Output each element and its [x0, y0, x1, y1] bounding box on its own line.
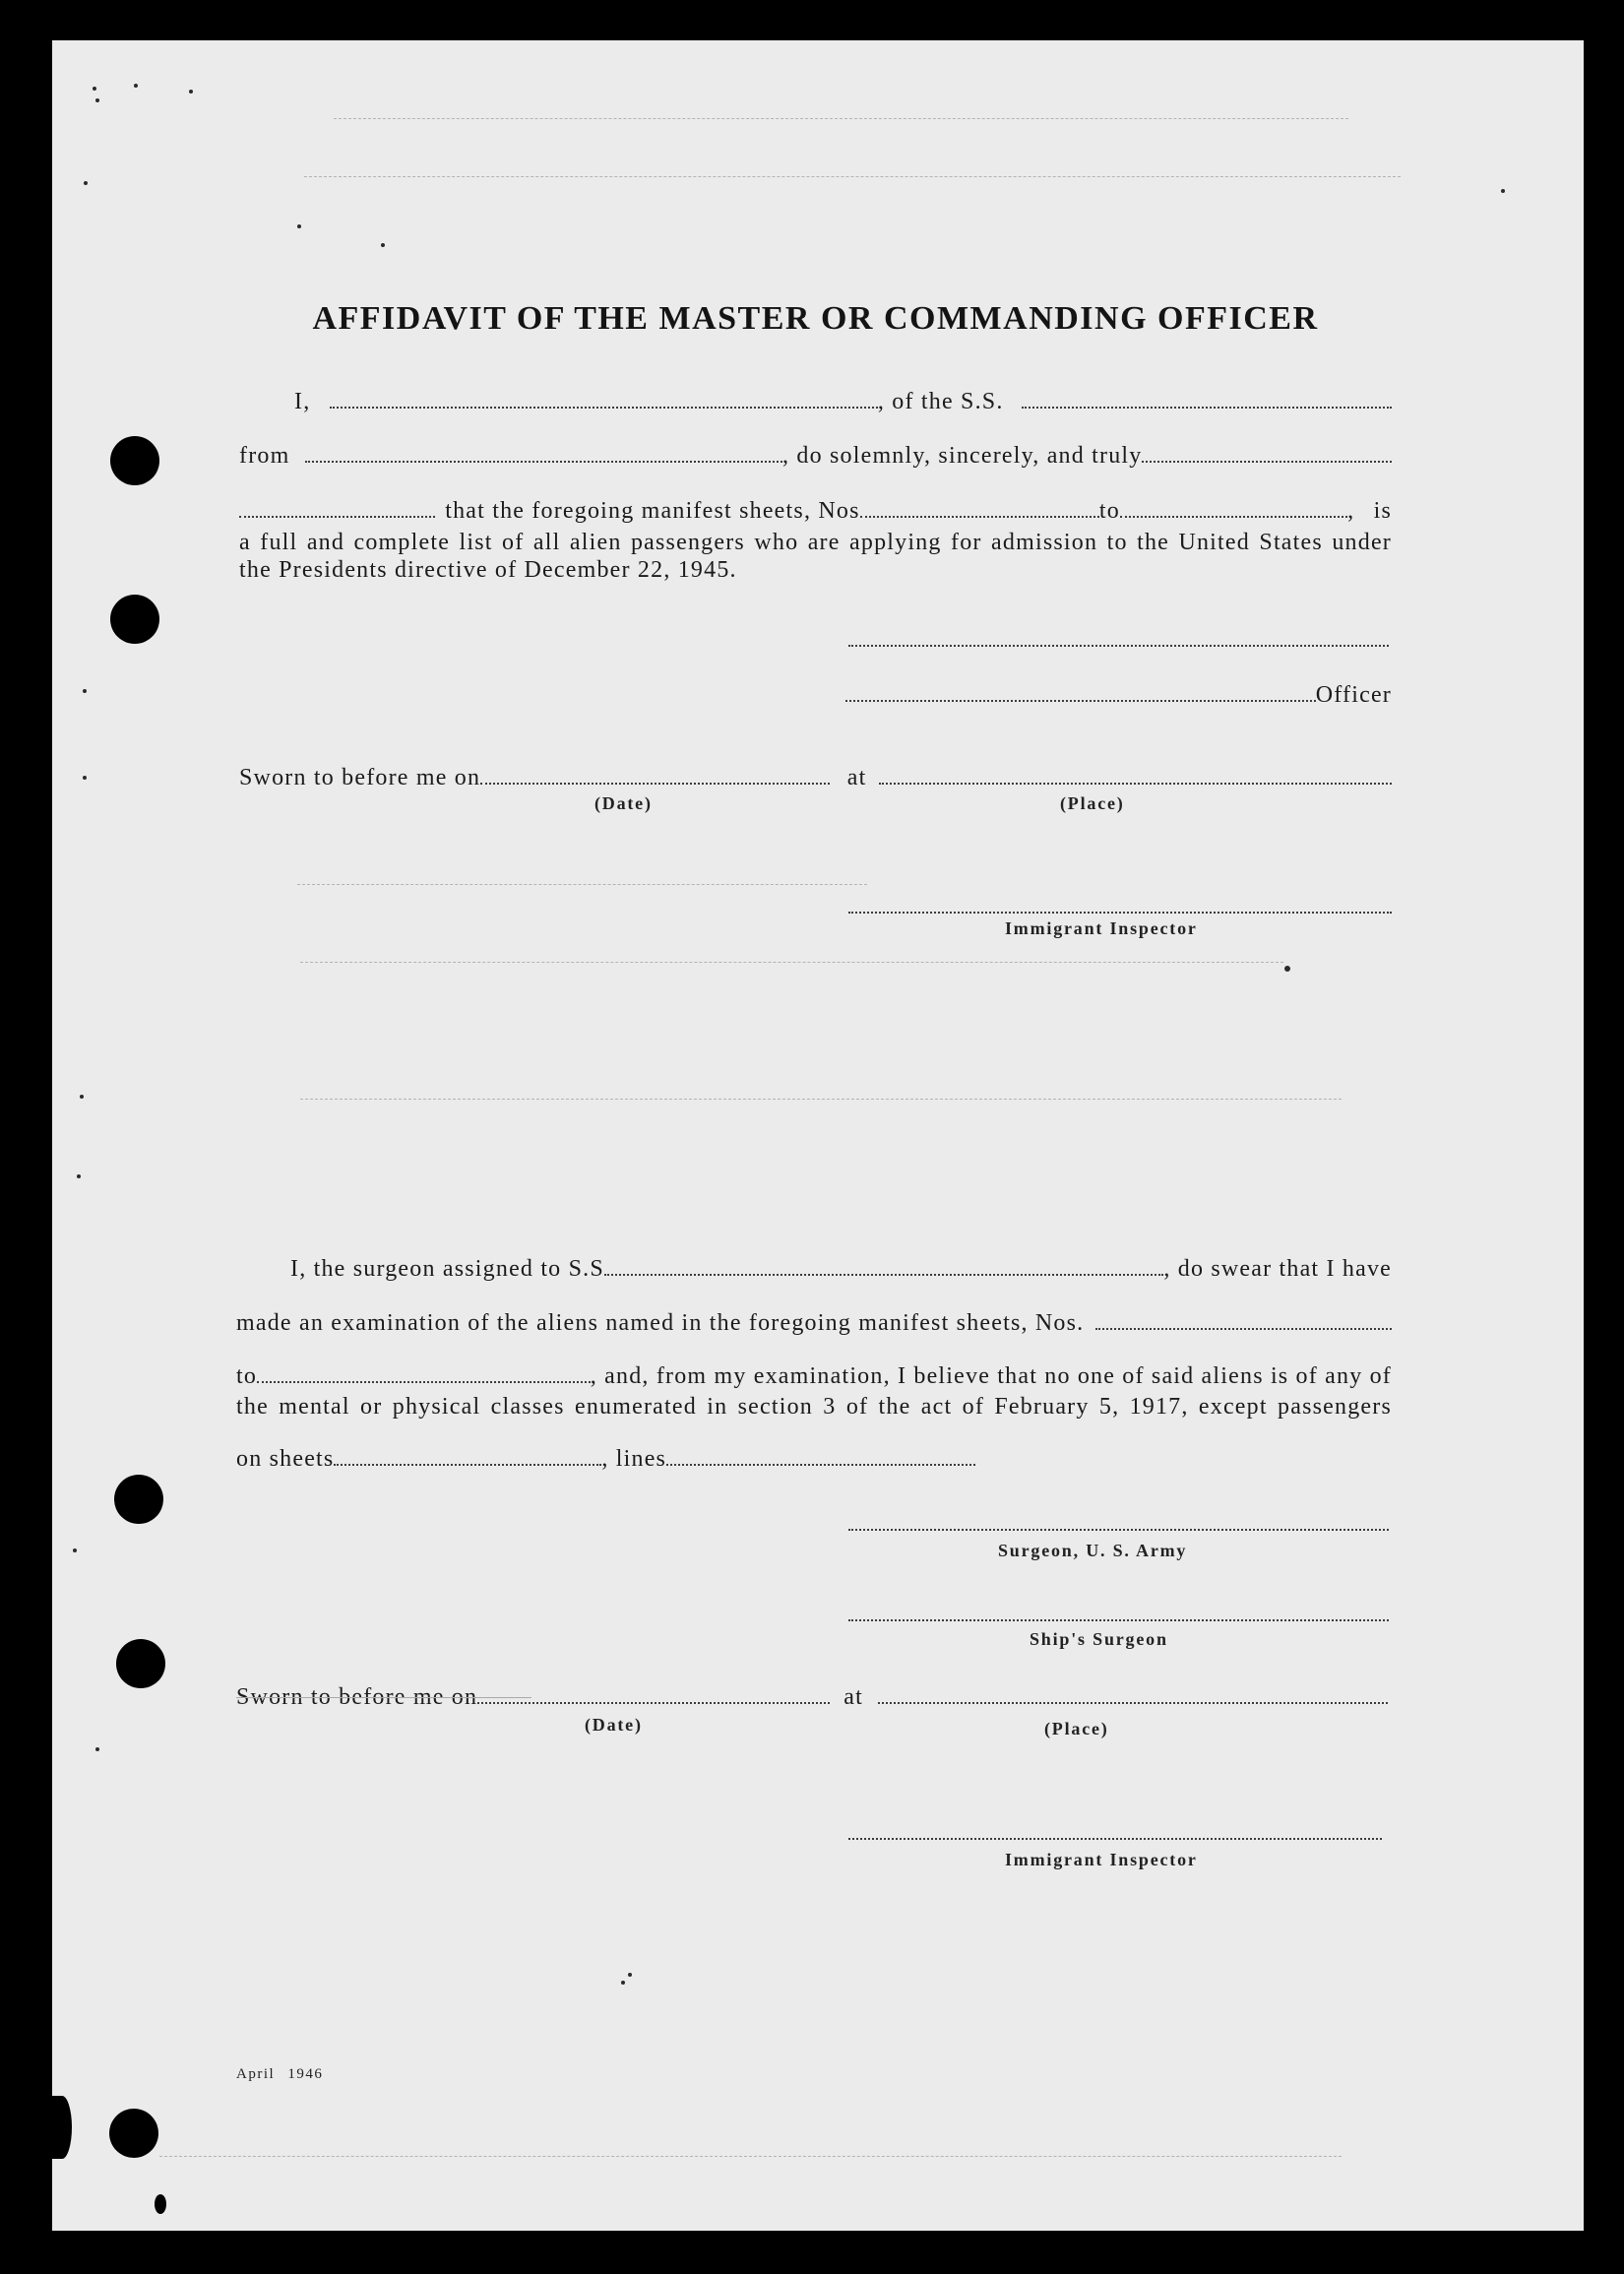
- surgeon-sworn-place-blank: [878, 1702, 1388, 1704]
- torn-edge: [52, 2096, 72, 2159]
- oath-blank: [1142, 461, 1392, 463]
- scan-speck: [134, 84, 138, 88]
- sheets-from-blank: [860, 516, 1099, 518]
- surgeon-line-3-text: , and, from my examination, I believe that no one of said aliens is of any of: [590, 1363, 1392, 1389]
- master-line-4: a full and complete list of all alien passengers who are applying for admission to the United States under: [239, 530, 1392, 555]
- master-line-2-text: , do solemnly, sincerely, and truly: [781, 443, 1143, 469]
- master-sworn-line: [239, 764, 1392, 791]
- army-surgeon-signature-line: [848, 1529, 1389, 1531]
- officer-label: Officer: [1315, 682, 1392, 708]
- scan-speck: [297, 224, 301, 228]
- ships-surgeon-label: Ship's Surgeon: [1030, 1629, 1168, 1649]
- scan-speck: [381, 243, 385, 247]
- faint-scan-line: [236, 1697, 531, 1698]
- scan-speck: [95, 98, 99, 102]
- punch-hole: [110, 595, 159, 644]
- port-from-blank: [305, 461, 782, 463]
- master-inspector-signature-line: [848, 912, 1392, 914]
- officer-signature-line: [845, 681, 1392, 709]
- army-surgeon-label: Surgeon, U. S. Army: [998, 1541, 1188, 1560]
- scan-speck: [1501, 189, 1505, 193]
- excepted-sheets-blank: [334, 1464, 601, 1466]
- scan-speck: [77, 1174, 81, 1178]
- master-line-3-end: , is: [1347, 498, 1392, 524]
- master-signature-line: [848, 645, 1389, 647]
- surgeon-line-2: [236, 1309, 1392, 1337]
- surgeon-line-1-end: , do swear that I have: [1163, 1256, 1392, 1282]
- master-place-label: (Place): [1060, 793, 1125, 813]
- punch-hole: [110, 436, 159, 485]
- scan-speck: [84, 181, 88, 185]
- surgeon-place-label: (Place): [1044, 1719, 1109, 1738]
- scan-speck: [621, 1981, 625, 1985]
- master-line-3: [239, 497, 1392, 525]
- scan-speck: [1284, 966, 1290, 972]
- form-page: [52, 40, 1584, 2231]
- scan-speck: [80, 1095, 84, 1099]
- master-line-1: [294, 388, 1392, 415]
- master-line-5: the Presidents directive of December 22, 1945.: [239, 557, 737, 583]
- scan-speck: [628, 1973, 632, 1977]
- surgeon-date-label: (Date): [585, 1715, 643, 1735]
- surgeon-sheets-from-blank: [1095, 1328, 1392, 1330]
- master-sworn-at: at: [846, 765, 867, 790]
- master-line-1-text: , of the S.S.: [877, 389, 1004, 414]
- surgeon-line-3: [236, 1362, 1392, 1390]
- surgeon-line-1: [290, 1255, 1392, 1283]
- officer-signature-blank: [845, 700, 1316, 702]
- scan-speck: [95, 1747, 99, 1751]
- surgeon-sworn-date-blank: [477, 1702, 830, 1704]
- master-name-blank: [330, 407, 878, 409]
- surgeon-line-5-lead: on sheets: [236, 1446, 335, 1472]
- scan-speck: [73, 1548, 77, 1552]
- faint-rule: [297, 884, 867, 885]
- faint-rule-top-1: [334, 118, 1348, 119]
- surgeon-sworn-at: at: [843, 1684, 863, 1710]
- form-date: April 1946: [236, 2066, 324, 2082]
- surgeon-inspector-signature-line: [848, 1838, 1382, 1840]
- master-sworn-place-blank: [879, 783, 1392, 785]
- excepted-lines-blank: [666, 1464, 975, 1466]
- master-line-2: [239, 442, 1392, 470]
- faint-rule: [300, 1099, 1342, 1100]
- torn-edge: [155, 2194, 166, 2214]
- surgeon-line-1-text: I, the surgeon assigned to S.S: [290, 1256, 604, 1282]
- surgeon-line-4: the mental or physical classes enumerated in section 3 of the act of February 5, 1917, except passengers: [236, 1394, 1392, 1420]
- oath-continued-blank: [239, 516, 435, 518]
- sheets-to-blank: [1120, 516, 1347, 518]
- master-line-3-text: that the foregoing manifest sheets, Nos: [445, 498, 860, 524]
- surgeon-sworn-text: Sworn to before me on: [236, 1684, 478, 1710]
- faint-rule: [300, 962, 1283, 963]
- form-title: AFFIDAVIT OF THE MASTER OR COMMANDING OFFICER: [312, 300, 1319, 337]
- scan-speck: [93, 87, 96, 91]
- faint-rule-bottom: [159, 2156, 1342, 2157]
- punch-hole: [109, 2109, 158, 2158]
- surgeon-ship-blank: [604, 1274, 1163, 1276]
- master-line-1-lead: I,: [294, 389, 311, 414]
- surgeon-line-5: [236, 1445, 975, 1473]
- scan-speck: [83, 689, 87, 693]
- surgeon-line-3-lead: to: [236, 1363, 258, 1389]
- master-date-label: (Date): [594, 793, 653, 813]
- ships-surgeon-signature-line: [848, 1619, 1389, 1621]
- master-sworn-date-blank: [480, 783, 830, 785]
- faint-rule-top-2: [304, 176, 1401, 177]
- master-line-3-to: to: [1098, 498, 1120, 524]
- ship-name-blank: [1022, 407, 1393, 409]
- surgeon-line-5-mid: , lines: [601, 1446, 667, 1472]
- master-sworn-text: Sworn to before me on: [239, 765, 481, 790]
- surgeon-sheets-to-blank: [257, 1381, 591, 1383]
- master-line-2-lead: from: [239, 443, 290, 469]
- scan-speck: [83, 776, 87, 780]
- punch-hole: [114, 1475, 163, 1524]
- surgeon-line-2-text: made an examination of the aliens named in the foregoing manifest sheets, Nos.: [236, 1310, 1085, 1336]
- scan-speck: [189, 90, 193, 94]
- master-inspector-label: Immigrant Inspector: [1005, 918, 1198, 938]
- punch-hole: [116, 1639, 165, 1688]
- surgeon-inspector-label: Immigrant Inspector: [1005, 1850, 1198, 1869]
